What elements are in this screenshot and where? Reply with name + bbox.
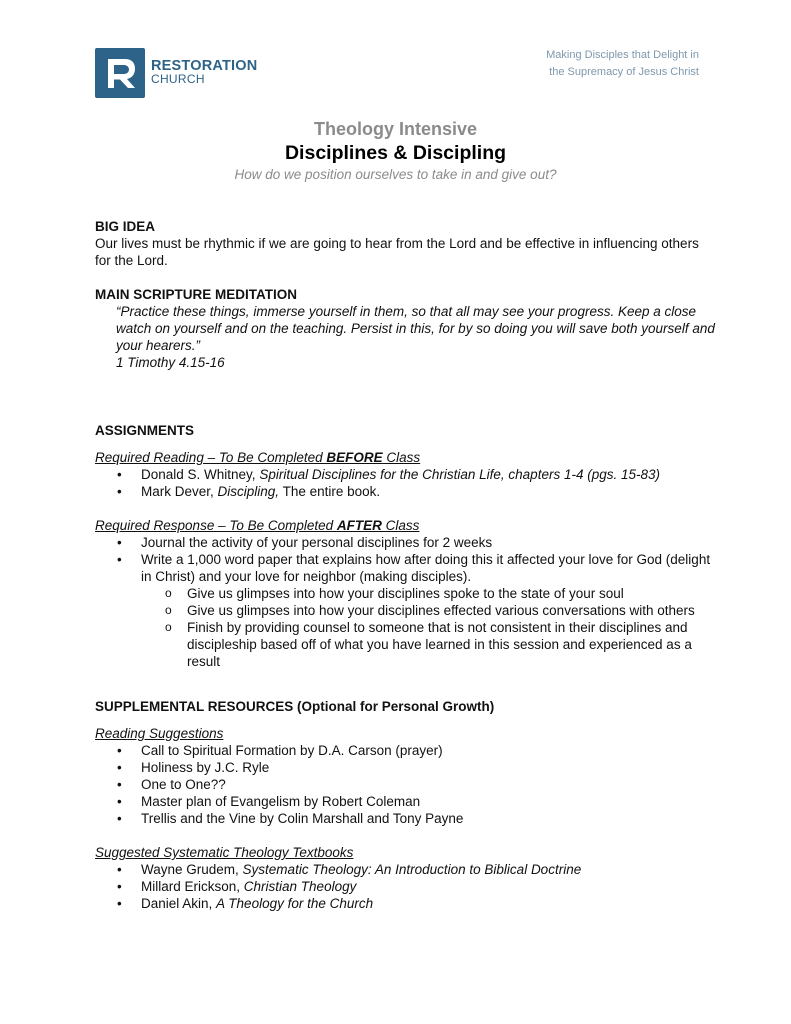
scripture-quote: “Practice these things, immerse yourself in them, so that all may see your progress. Keep a close watch on yourself and on the teaching. Persist in this, for by so doing you will save both yourself and your hearers.”	[116, 304, 715, 353]
reading-suggestions-list	[95, 742, 715, 827]
supplemental-heading: SUPPLEMENTAL RESOURCES (Optional for Personal Growth)	[95, 699, 495, 714]
assignments-heading: ASSIGNMENTS	[95, 423, 195, 438]
list-item: • One to One??	[95, 776, 715, 793]
required-response-label-suffix: Class	[381, 518, 420, 533]
list-item: • Trellis and the Vine by Colin Marshall and Tony Payne	[95, 810, 715, 827]
textbooks-list	[95, 861, 715, 912]
textbooks-label: Suggested Systematic Theology Textbooks	[95, 845, 354, 860]
required-reading-list	[95, 466, 715, 500]
sub-list-item: o Give us glimpses into how your disciplines spoke to the state of your soul	[141, 585, 715, 602]
scripture-reference: 1 Timothy 4.15-16	[116, 355, 225, 370]
required-response-label	[95, 517, 715, 534]
required-response-list	[95, 534, 715, 670]
textbook-title: Systematic Theology: An Introduction to Biblical Doctrine	[242, 862, 582, 877]
list-item	[95, 861, 715, 878]
logo-line-1: RESTORATION	[151, 58, 258, 74]
list-item: • Master plan of Evangelism by Robert Coleman	[95, 793, 715, 810]
textbook-author: Wayne Grudem,	[141, 862, 243, 877]
scripture-heading: MAIN SCRIPTURE MEDITATION	[95, 287, 297, 302]
list-item	[95, 878, 715, 895]
required-reading-label-emphasis: BEFORE	[326, 450, 383, 465]
church-logo	[95, 48, 257, 98]
textbook-title: Christian Theology	[243, 879, 357, 894]
logo-line-2: CHURCH	[151, 72, 205, 86]
reading-rest: The entire book.	[279, 484, 381, 499]
required-response-label-text: Required Response – To Be Completed	[95, 518, 337, 533]
required-reading-label	[95, 449, 715, 466]
textbook-title: A Theology for the Church	[216, 896, 374, 911]
page-title: Disciplines & Discipling	[284, 142, 507, 164]
tagline	[546, 47, 699, 81]
reading-author: Donald S. Whitney,	[141, 467, 260, 482]
title-block	[0, 118, 791, 184]
reading-suggestions-label: Reading Suggestions	[95, 726, 224, 741]
document-body	[95, 218, 715, 912]
required-response-label-emphasis: AFTER	[336, 518, 382, 533]
required-reading-label-suffix: Class	[382, 450, 421, 465]
textbook-author: Daniel Akin,	[141, 896, 217, 911]
list-item: • Call to Spiritual Formation by D.A. Carson (prayer)	[95, 742, 715, 759]
page-eyebrow: Theology Intensive	[313, 119, 478, 139]
logo-r-icon	[95, 48, 145, 98]
tagline-line-1: Making Disciples that Delight in	[546, 49, 699, 61]
list-item	[95, 895, 715, 912]
big-idea-text: Our lives must be rhythmic if we are going to hear from the Lord and be effective in influencing others for the Lord.	[95, 236, 699, 268]
response-sublist	[141, 585, 715, 670]
list-item	[95, 483, 715, 500]
sub-list-item: o Give us glimpses into how your disciplines effected various conversations with others	[141, 602, 715, 619]
reading-author: Mark Dever,	[141, 484, 218, 499]
list-item: • Holiness by J.C. Ryle	[95, 759, 715, 776]
textbook-author: Millard Erickson,	[141, 879, 244, 894]
big-idea-heading: BIG IDEA	[95, 219, 156, 234]
list-item	[95, 466, 715, 483]
reading-title: Discipling,	[217, 484, 280, 499]
sub-list-item: o Finish by providing counsel to someone that is not consistent in their disciplines and discipleship based off of what you have learned in this session and experienced as a result	[141, 619, 715, 670]
page-subtitle: How do we position ourselves to take in and give out?	[234, 167, 557, 182]
tagline-line-2: the Supremacy of Jesus Christ	[549, 66, 699, 78]
required-reading-label-text: Required Reading – To Be Completed	[95, 450, 327, 465]
reading-title: Spiritual Disciplines for the Christian Life, chapters 1-4 (pgs. 15-83)	[259, 467, 660, 482]
response-item-text: Write a 1,000 word paper that explains how after doing this it affected your love for God (delight in Christ) and your love for neighbor (making disciples).	[141, 552, 711, 584]
list-item	[95, 551, 715, 670]
list-item: • Journal the activity of your personal disciplines for 2 weeks	[95, 534, 715, 551]
